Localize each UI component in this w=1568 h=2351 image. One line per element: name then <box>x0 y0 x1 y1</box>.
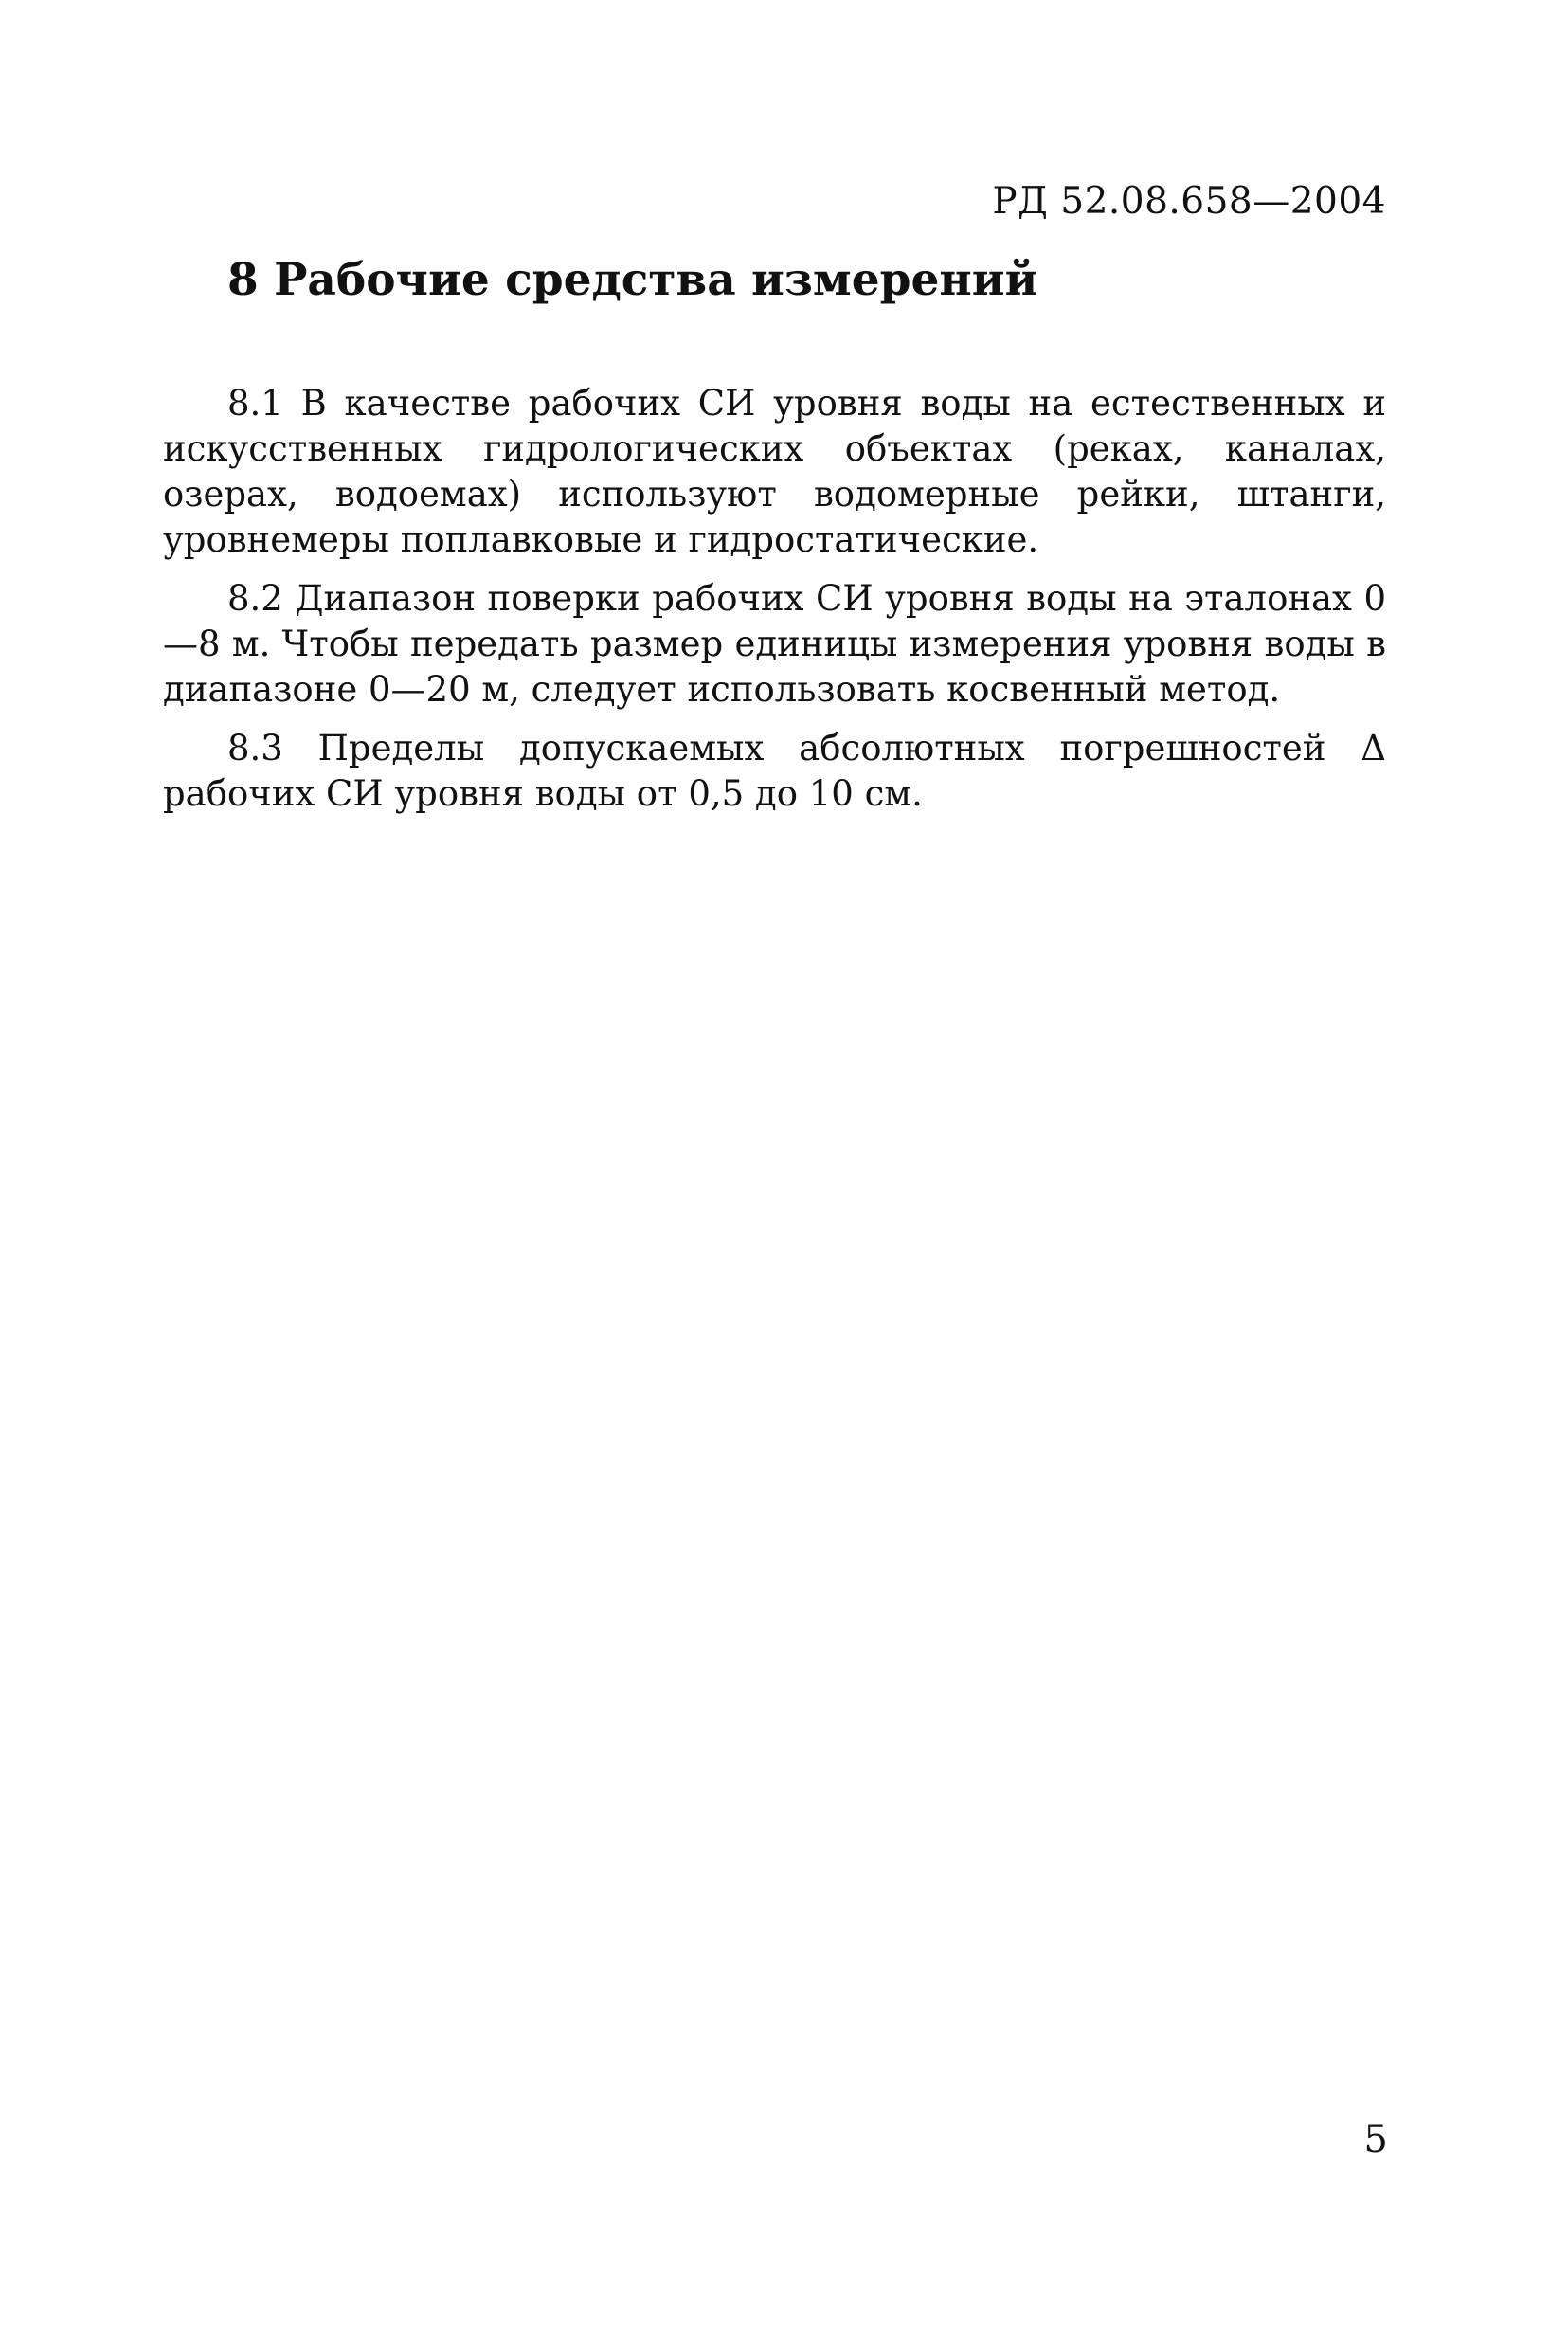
section-heading: 8 Рабочие средства измерений <box>227 254 1038 306</box>
page-number: 5 <box>1363 2118 1388 2161</box>
section-body <box>163 381 1386 830</box>
document-code: РД 52.08.658—2004 <box>992 180 1386 223</box>
paragraph-8-1: 8.1 В качестве рабочих СИ уровня воды на естественных и искусственных гидрологических объектах (реках, каналах, озерах, водоемах) используют водомерные рейки, штанги, уровнемеры поплавковые и гидростатические. <box>163 383 1386 560</box>
paragraph-8-3: 8.3 Пределы допускаемых абсолютных погрешностей Δ рабочих СИ уровня воды от 0,5 до 10 см. <box>163 728 1386 814</box>
paragraph-8-2: 8.2 Диапазон поверки рабочих СИ уровня воды на эталонах 0—8 м. Чтобы передать размер единицы измерения уровня воды в диапазоне 0—20 м, следует использовать косвенный метод. <box>163 578 1386 710</box>
